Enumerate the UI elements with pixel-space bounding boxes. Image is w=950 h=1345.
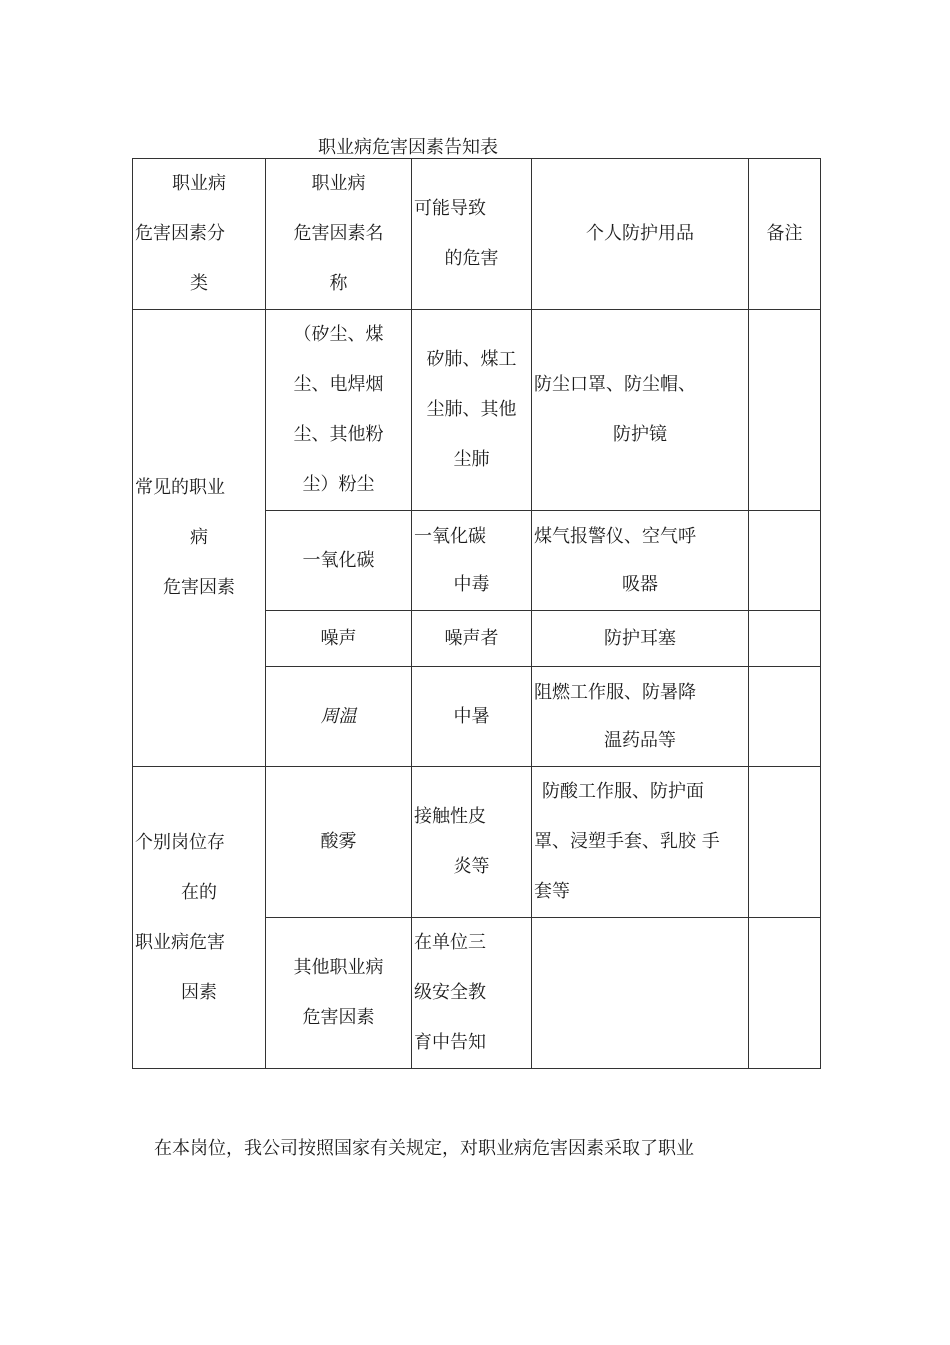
factor-remark-heat bbox=[749, 667, 821, 767]
factor-harm-other: 在单位三 级安全教 育中告知 bbox=[412, 918, 532, 1069]
factor-ppe-dust: 防尘口罩、防尘帽、 防护镜 bbox=[532, 310, 749, 511]
factor-name-acid-mist: 酸雾 bbox=[266, 767, 412, 918]
group-special: 个别岗位存 在的 职业病危害 因素 bbox=[133, 767, 266, 1069]
factor-name-co: 一氧化碳 bbox=[266, 511, 412, 611]
table-row bbox=[133, 310, 821, 511]
factor-ppe-noise: 防护耳塞 bbox=[532, 611, 749, 667]
header-name: 职业病 危害因素名 称 bbox=[266, 159, 412, 310]
factor-name-heat: 周温 bbox=[266, 667, 412, 767]
factor-name-noise: 噪声 bbox=[266, 611, 412, 667]
factor-remark-co bbox=[749, 511, 821, 611]
factor-remark-dust bbox=[749, 310, 821, 511]
group-common: 常见的职业 病 危害因素 bbox=[133, 310, 266, 767]
factor-remark-acid-mist bbox=[749, 767, 821, 918]
header-harm: 可能导致 的危害 bbox=[412, 159, 532, 310]
factor-harm-acid-mist: 接触性皮 炎等 bbox=[412, 767, 532, 918]
factor-name-dust: （矽尘、煤 尘、电焊烟 尘、其他粉 尘）粉尘 bbox=[266, 310, 412, 511]
header-ppe: 个人防护用品 bbox=[532, 159, 749, 310]
factor-ppe-acid-mist: 防酸工作服、防护面 罩、浸塑手套、乳胶 手 套等 bbox=[532, 767, 749, 918]
header-category: 职业病 危害因素分 类 bbox=[133, 159, 266, 310]
body-paragraph: 在本岗位，我公司按照国家有关规定，对职业病危害因素采取了职业 bbox=[154, 1138, 694, 1159]
table-title: 职业病危害因素告知表 bbox=[318, 137, 498, 158]
factor-remark-noise bbox=[749, 611, 821, 667]
table-header-row bbox=[133, 159, 821, 310]
factor-harm-co: 一氧化碳 中毒 bbox=[412, 511, 532, 611]
factor-ppe-heat: 阻燃工作服、防暑降 温药品等 bbox=[532, 667, 749, 767]
factor-harm-heat: 中暑 bbox=[412, 667, 532, 767]
header-remark: 备注 bbox=[749, 159, 821, 310]
factor-name-other: 其他职业病 危害因素 bbox=[266, 918, 412, 1069]
factor-harm-noise: 噪声者 bbox=[412, 611, 532, 667]
factor-ppe-other bbox=[532, 918, 749, 1069]
table-row bbox=[133, 767, 821, 918]
hazard-notification-table bbox=[132, 158, 821, 1069]
factor-ppe-co: 煤气报警仪、空气呼 吸器 bbox=[532, 511, 749, 611]
factor-harm-dust: 矽肺、煤工 尘肺、其他 尘肺 bbox=[412, 310, 532, 511]
factor-remark-other bbox=[749, 918, 821, 1069]
